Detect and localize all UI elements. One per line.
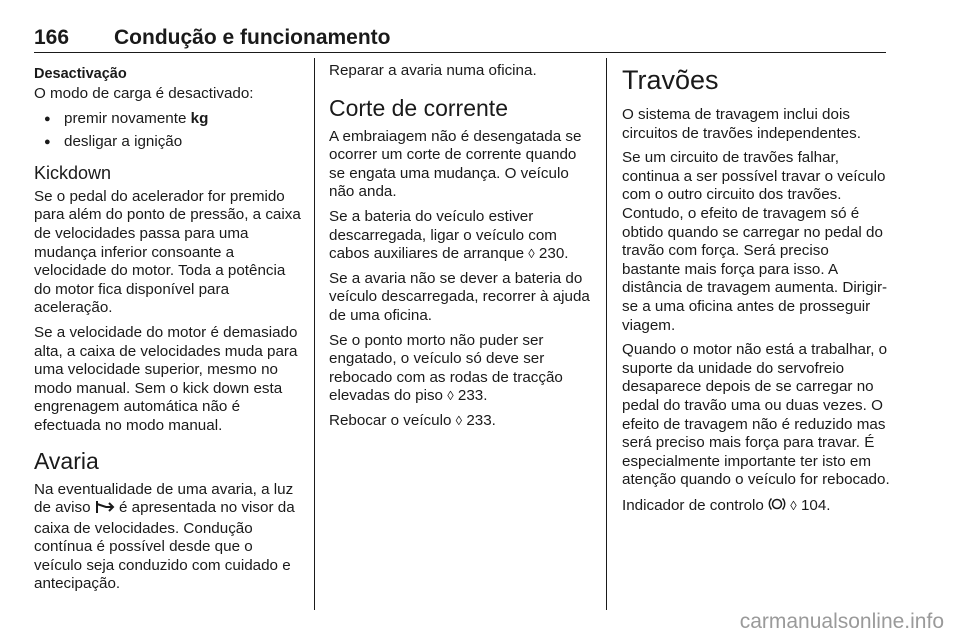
paragraph: Rebocar o veículo ◊ 233. (329, 411, 496, 429)
page-ref-icon: ◊ (447, 388, 454, 404)
kg-symbol: kg (190, 109, 209, 127)
paragraph: Se a velocidade do motor é demasiado alta, a caixa de velocidades muda para uma velocidade superior, mesmo no modo manual. Sem o kick down esta engrenagem automática não é efectuada no modo manual. (34, 323, 298, 434)
page-ref-icon: ◊ (528, 246, 535, 262)
section-heading-kickdown: Kickdown (34, 162, 112, 183)
chapter-title: Condução e funcionamento (114, 26, 391, 49)
page-ref-icon: ◊ (790, 497, 797, 513)
paragraph: Indicador de controlo ◊ 104. (622, 496, 890, 518)
page-header (34, 22, 886, 53)
page-ref-icon: ◊ (455, 412, 463, 428)
subheading-desactivacao: Desactivação (34, 66, 127, 82)
paragraph: Se um circuito de travões falhar, continua a ser possível travar o veículo com o outro circuito dos travões. Contudo, o efeito de travagem só é obtido quando se carregar no pedal do travão com força. Será preciso bastante mais força para isso. A distância de travagem aumenta. Dirigir-se a uma oficina antes de prosseguir viagem. (622, 149, 888, 334)
paragraph: Se o ponto morto não puder ser engatado, o veículo só deve ser rebocado com as rodas de tracção elevadas do piso ◊ 233. (329, 331, 563, 405)
paragraph: Quando o motor não está a trabalhar, o suporte da unidade do servofreio desaparece depois de se carregar no pedal do travão uma ou duas vezes. O efeito de travagem não é reduzido mas será preciso mais força para travar. É especialmente importante ter isto em atenção quando o veículo for rebocado. (622, 341, 890, 489)
list-item: ● desligar a ignição (34, 133, 302, 152)
paragraph: O sistema de travagem inclui dois circuitos de travões independentes. (622, 106, 861, 142)
paragraph: Se a bateria do veículo estiver descarregada, ligar o veículo com cabos auxiliares de arranque ◊ 230. (329, 207, 569, 263)
brake-warning-icon (768, 496, 786, 518)
paragraph: Reparar a avaria numa oficina. (329, 62, 537, 79)
column-divider-2 (606, 58, 607, 610)
list-item: ● premir novamente kg (34, 110, 302, 129)
column-divider-1 (314, 58, 315, 610)
column-2 (329, 62, 593, 437)
transmission-warning-icon (95, 500, 115, 520)
section-heading-corte-de-corrente: Corte de corrente (329, 94, 508, 121)
column-1 (34, 62, 302, 600)
paragraph: Na eventualidade de uma avaria, a luz de aviso é apresentada no visor da caixa de velocidades. Condução contínua é possível desde que o veículo seja conduzido com cuidado e antecipação. (34, 480, 295, 593)
column-3 (622, 62, 890, 523)
watermark: carmanualsonline.info (739, 610, 944, 633)
page-number: 166 (34, 26, 70, 49)
paragraph: A embraiagem não é desengatada se ocorrer um corte de corrente quando se engata uma mudança. O veículo não anda. (329, 127, 582, 201)
paragraph: Se o pedal do acelerador for premido para além do ponto de pressão, a caixa de velocidades passa para uma mudança inferior consoante a velocidade do motor. Toda a potência do motor fica disponível para aceleração. (34, 187, 301, 317)
section-heading-travoes: Travões (622, 65, 719, 95)
section-heading-avaria: Avaria (34, 447, 99, 474)
paragraph: Se a avaria não se dever a bateria do veículo descarregada, recorrer à ajuda de uma oficina. (329, 269, 590, 324)
paragraph: O modo de carga é desactivado: (34, 85, 254, 102)
